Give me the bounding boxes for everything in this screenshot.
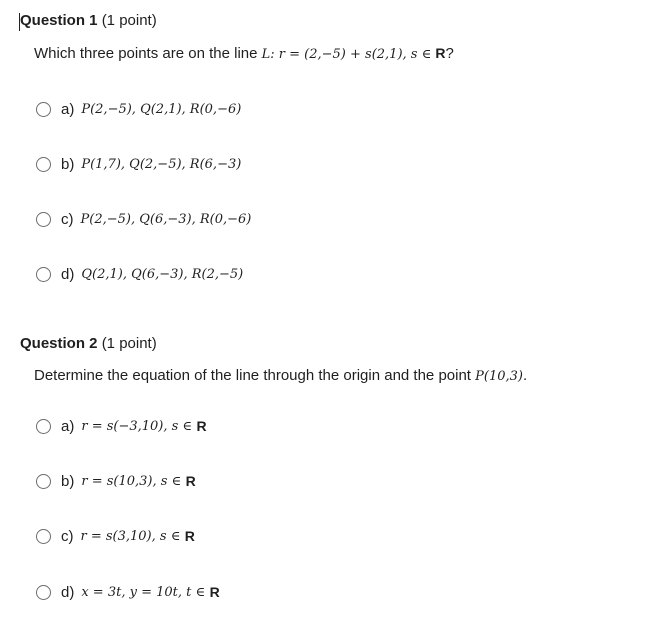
option-label: c) — [61, 210, 74, 228]
question-1-option-d[interactable] — [36, 262, 243, 286]
option-set: R — [184, 528, 195, 544]
option-text: P(1,7), Q(2,−5), R(6,−3) — [81, 156, 242, 172]
radio-button[interactable] — [36, 102, 51, 117]
option-math: x = 3t, y = 10t, t ∈ — [81, 584, 206, 600]
option-text: Q(2,1), Q(6,−3), R(2,−5) — [81, 266, 244, 282]
option-label: a) — [61, 100, 75, 118]
radio-button[interactable] — [36, 157, 51, 172]
radio-button[interactable] — [36, 419, 51, 434]
question-1-option-b[interactable] — [36, 152, 241, 176]
question-1-option-a[interactable] — [36, 97, 241, 121]
question-2-prompt-end: . — [522, 367, 528, 384]
radio-button[interactable] — [36, 474, 51, 489]
question-2-prompt-math: P(10,3) — [475, 369, 523, 384]
option-text: P(2,−5), Q(2,1), R(0,−6) — [81, 101, 242, 117]
question-1-prompt-set: R — [435, 45, 446, 61]
question-2-points: (1 point) — [101, 335, 157, 352]
radio-button[interactable] — [36, 585, 51, 600]
question-2-header — [20, 335, 157, 352]
question-2-option-c[interactable] — [36, 524, 195, 548]
option-set: R — [196, 418, 207, 434]
option-text: P(2,−5), Q(6,−3), R(0,−6) — [80, 211, 252, 227]
question-1-header — [20, 12, 157, 29]
option-math: r = s(3,10), s ∈ — [80, 528, 181, 544]
option-label: b) — [61, 472, 75, 490]
option-set: R — [185, 473, 196, 489]
question-2-option-d[interactable] — [36, 580, 220, 604]
question-1-option-c[interactable] — [36, 207, 251, 231]
option-set: R — [209, 584, 220, 600]
option-math: r = s(−3,10), s ∈ — [81, 418, 193, 434]
question-1-prompt-math: L: r = (2,−5) + s(2,1), s ∈ — [261, 47, 436, 62]
question-2-prompt-text: Determine the equation of the line through the origin and the point — [34, 367, 476, 384]
question-2-prompt — [34, 367, 527, 384]
question-1-points: (1 point) — [101, 12, 157, 29]
option-label: d) — [61, 265, 75, 283]
option-math: r = s(10,3), s ∈ — [81, 473, 182, 489]
radio-button[interactable] — [36, 212, 51, 227]
option-label: c) — [61, 527, 74, 545]
radio-button[interactable] — [36, 529, 51, 544]
question-2-title: Question 2 — [20, 335, 98, 352]
question-1-prompt-text: Which three points are on the line — [34, 45, 262, 62]
question-1-title: Question 1 — [20, 12, 98, 29]
option-label: a) — [61, 417, 75, 435]
option-label: b) — [61, 155, 75, 173]
radio-button[interactable] — [36, 267, 51, 282]
question-2-option-a[interactable] — [36, 414, 207, 438]
option-label: d) — [61, 583, 75, 601]
question-1-prompt-end: ? — [445, 45, 454, 62]
question-1-prompt — [34, 45, 454, 62]
question-2-option-b[interactable] — [36, 469, 196, 493]
